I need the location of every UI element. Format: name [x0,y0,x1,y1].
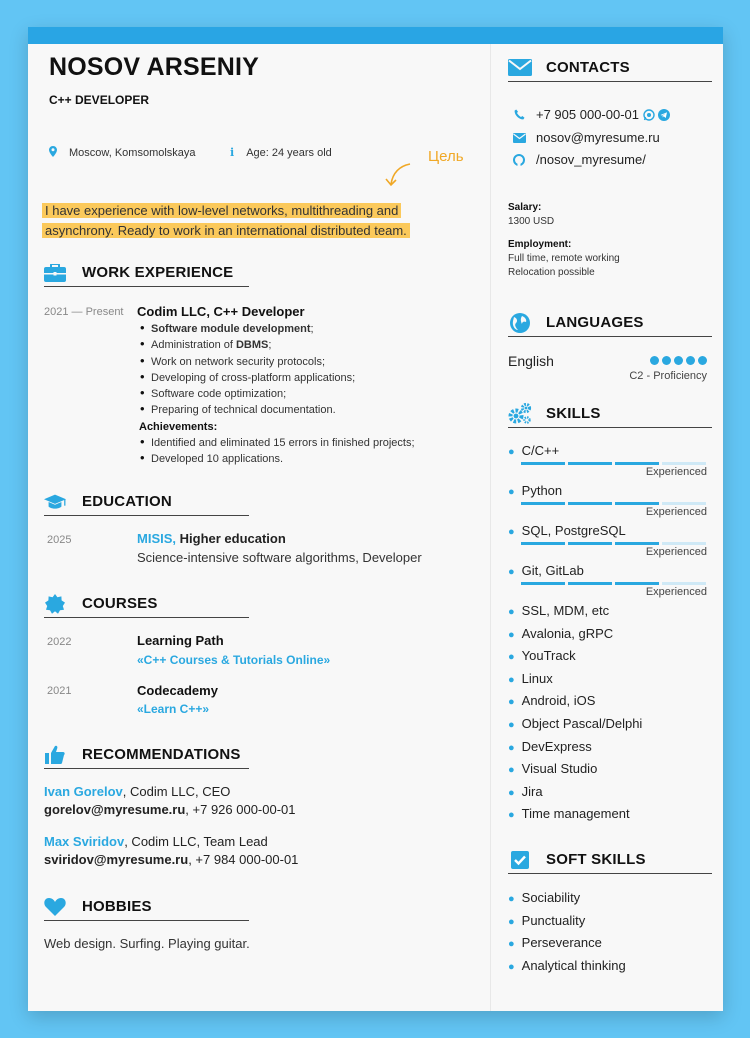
info-icon: i [230,146,235,159]
achievements-label: Achievements: [139,420,218,433]
skill-item [508,739,592,754]
skill-item [508,563,584,578]
skill-name: YouTrack [521,648,576,664]
summary-text: I have experience with low-level networks, multithreading and asynchrony. Ready to work in an international distributed team. [42,203,410,238]
skill-name: Punctuality [521,912,586,928]
github-contact [512,152,646,167]
skill-item [508,958,626,973]
skill-name: Git, GitLab [521,563,584,578]
duty-tail: ; [310,323,314,335]
recommender-name[interactable]: Max Sviridov [44,834,125,849]
gears-icon [508,404,532,424]
skills-title: SKILLS [546,405,601,422]
resume-sheet [28,27,723,1011]
list-item [139,321,415,337]
skill-progress-segment [568,582,612,585]
rating-dot [698,356,707,365]
rating-dot [686,356,695,365]
skill-name: Android, iOS [521,693,596,709]
skill-progress-segment [615,542,659,545]
skill-item [508,935,602,950]
skill-progress-segment [568,542,612,545]
globe-icon [508,313,532,333]
telegram-icon[interactable] [658,109,670,121]
skill-progress-segment [521,502,565,505]
job-title: Codim LLC, C++ Developer [137,304,305,319]
skill-level: Experienced [645,586,707,598]
course-provider: Learning Path [137,633,224,648]
list-item: • Developing of cross-platform applications; [139,370,415,386]
top-accent-bar [28,27,723,44]
soft-skills-heading [508,846,712,874]
skill-progress-segment [662,542,706,545]
language-level: C2 - Proficiency [629,370,707,382]
skill-name: Time management [521,806,630,822]
contacts-heading [508,54,712,82]
goal-annotation: Цель [428,148,464,165]
bullet-icon: ● [508,893,515,905]
bullet-icon: ● [508,741,515,754]
skill-item [508,648,576,663]
hobbies-heading [44,893,249,921]
bullet-icon: ● [508,960,515,973]
list-item: • Preparing of technical documentation. [139,402,415,418]
rating-dot [650,356,659,365]
education-line [137,531,286,546]
skill-level: Experienced [645,466,707,478]
skill-progress-segment [521,582,565,585]
age-text: Age: 24 years old [246,146,332,159]
skill-level: Experienced [645,506,707,518]
bullet-icon: ● [508,486,515,498]
bullet-icon: ● [508,526,515,538]
badge-icon [44,594,66,614]
employment-label: Employment: [508,239,572,250]
course-date: 2021 [47,685,72,697]
email-contact [512,130,660,145]
soft-skills-title: SOFT SKILLS [546,851,646,868]
skill-item [508,890,580,905]
skill-name: Analytical thinking [521,957,626,973]
skill-name: SSL, MDM, etc [521,603,610,618]
skill-item [508,671,553,686]
bullet-icon: ● [508,915,515,928]
skill-progress-segment [662,582,706,585]
hobbies-title: HOBBIES [82,898,152,915]
bullet-icon: ● [508,628,515,641]
language-name: English [508,353,554,369]
skill-name: Python [521,483,563,498]
heart-icon [44,897,66,917]
education-heading [44,488,249,516]
whatsapp-icon[interactable] [643,109,655,121]
work-date: 2021 — Present [44,306,124,318]
recommender-company: , Codim LLC, CEO [122,784,231,799]
graduation-cap-icon [44,492,66,512]
skill-progress-segment [615,462,659,465]
skill-progress-segment [568,462,612,465]
summary-highlight [42,201,430,241]
phone-icon [512,109,526,120]
skill-item [508,913,585,928]
skill-item [508,693,595,708]
skill-item [508,523,626,538]
skill-item [508,483,562,498]
education-title: EDUCATION [82,493,172,510]
recommender-phone: , +7 984 000-00-01 [188,852,299,867]
email-icon [512,133,526,143]
recommender-name[interactable]: Ivan Gorelov [44,784,123,799]
list-item [139,337,415,353]
skill-name: Object Pascal/Delphi [521,716,643,731]
skills-heading [508,400,712,428]
skill-name: SQL, PostgreSQL [521,523,626,538]
thumbs-up-icon [44,745,66,765]
education-date: 2025 [47,534,72,546]
languages-heading [508,309,712,337]
work-experience-title: WORK EXPERIENCE [82,264,234,281]
location-info [49,146,196,160]
bullet-icon: ● [508,446,515,458]
skill-progress-segment [568,502,612,505]
employment-value-2: Relocation possible [508,267,595,278]
recommender-phone: , +7 926 000-00-01 [185,802,296,817]
skill-progress-segment [662,462,706,465]
bullet-icon: ● [508,673,515,686]
course-provider: Codecademy [137,683,218,698]
salary-value: 1300 USD [508,216,555,227]
list-item: • Identified and eliminated 15 errors in finished projects; [139,435,415,451]
employment-value-1: Full time, remote working [508,253,620,264]
github-text[interactable]: /nosov_myresume/ [536,152,646,167]
briefcase-icon [44,263,66,283]
skill-item [508,716,642,731]
age-info [230,146,332,159]
recommendations-heading [44,741,249,769]
bullet-icon: ● [508,809,515,822]
skill-name: Perseverance [521,935,602,951]
language-rating [642,356,707,365]
bullet-icon: ● [508,651,515,664]
recommendation-2 [44,834,268,849]
recommendations-title: RECOMMENDATIONS [82,746,241,763]
duty-pre: Administration of [151,339,236,352]
phone-text[interactable]: +7 905 000-00-01 [536,107,640,122]
rating-dot [662,356,671,365]
work-experience-heading [44,259,249,287]
skill-item [508,761,597,776]
bullet-icon: ● [508,566,515,578]
email-text[interactable]: nosov@myresume.ru [536,130,660,145]
hobbies-text: Web design. Surfing. Playing guitar. [44,936,250,951]
rating-dot [674,356,683,365]
skill-progress-segment [615,502,659,505]
goal-arrow-icon [384,161,414,189]
education-field: Science-intensive software algorithms, Developer [137,550,422,565]
course-link[interactable]: «C++ Courses & Tutorials Online» [137,653,331,667]
degree: Higher education [176,531,286,546]
candidate-role: C++ DEVELOPER [49,93,150,107]
skill-item [508,603,609,618]
bullet-icon: ● [508,696,515,709]
list-item: • Software code optimization; [139,386,415,402]
bullet-icon: ● [508,786,515,799]
recommendation-1 [44,784,230,799]
school-link[interactable]: MISIS, [137,531,177,546]
skill-item [508,443,559,458]
envelope-icon [508,58,532,78]
languages-title: LANGUAGES [546,314,644,331]
skill-item [508,806,630,821]
skill-name: Avalonia, gRPC [521,625,614,641]
github-icon [512,154,526,166]
duty-bold: DBMS [235,339,269,352]
candidate-name: NOSOV ARSENIY [49,53,260,81]
course-link[interactable]: «Learn C++» [137,702,210,716]
column-divider [490,44,491,1011]
checkbox-icon [508,850,532,870]
skill-name: Linux [521,670,553,686]
skill-progress-segment [662,502,706,505]
location-text: Moscow, Komsomolskaya [69,147,196,159]
skill-name: Visual Studio [521,761,598,777]
list-item: • Work on network security protocols; [139,354,415,370]
location-pin-icon [49,146,57,160]
skill-item [508,626,613,641]
skill-name: C/C++ [521,443,560,458]
bullet-icon: ● [508,606,515,618]
skill-progress-segment [521,462,565,465]
skill-name: DevExpress [521,738,592,754]
skill-item [508,784,543,799]
bullet-icon: ● [508,764,515,777]
recommender-email[interactable]: sviridov@myresume.ru [44,852,189,867]
list-item: • Developed 10 applications. [139,451,415,467]
bullet-icon: ● [508,938,515,951]
recommendation-1-contact [44,802,296,817]
recommendation-2-contact [44,852,298,867]
courses-heading [44,590,249,618]
bullet-icon: ● [508,719,515,731]
skill-name: Sociability [521,890,581,905]
contacts-title: CONTACTS [546,59,630,76]
duties-list [139,321,415,468]
recommender-email[interactable]: gorelov@myresume.ru [44,802,186,817]
courses-title: COURSES [82,595,158,612]
salary-label: Salary: [508,202,542,213]
skill-progress-segment [521,542,565,545]
duty-tail: ; [268,339,272,352]
duty-bold: Software module development [151,323,311,335]
phone-contact [512,107,670,122]
skill-name: Jira [521,783,543,799]
skill-level: Experienced [645,546,707,558]
recommender-company: , Codim LLC, Team Lead [124,834,268,849]
skill-progress-segment [615,582,659,585]
course-date: 2022 [47,636,72,648]
